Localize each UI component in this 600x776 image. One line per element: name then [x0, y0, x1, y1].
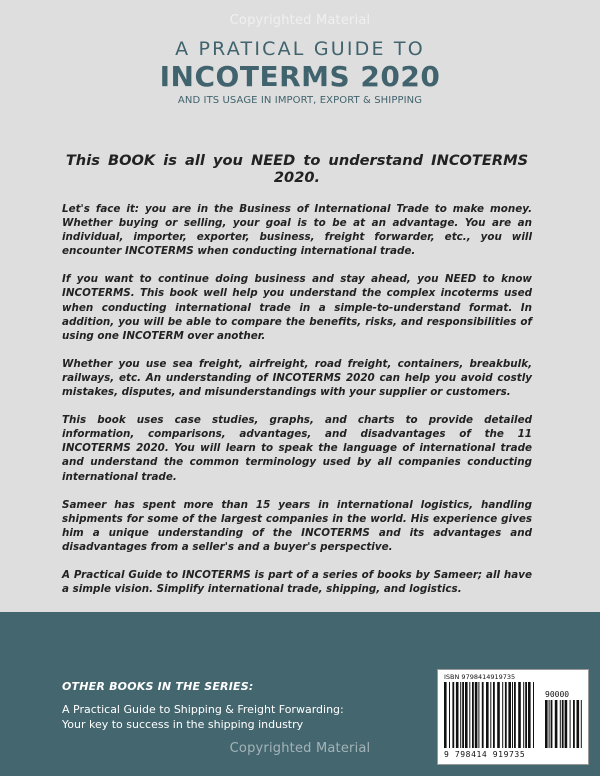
cover-header	[0, 38, 600, 108]
series-book-title: A Practical Guide to Shipping & Freight Forwarding:	[62, 703, 344, 716]
back-cover-blurb	[62, 152, 532, 610]
series-heading: OTHER BOOKS IN THE SERIES:	[62, 680, 254, 693]
blurb-paragraph-3: Whether you use sea freight, airfreight, road freight, containers, breakbulk, railways, etc. An understanding of INCOTERMS 2020 can help you avoid costly mistakes, disputes, and misunderstandings with your supplier or customers.	[62, 357, 532, 399]
blurb-paragraph-6: A Practical Guide to INCOTERMS is part of a series of books by Sameer; all have a simple vision. Simplify international trade, shipping, and logistics.	[62, 568, 532, 596]
series-book-item	[62, 702, 362, 732]
header-subtitle-top: A PRATICAL GUIDE TO	[175, 38, 425, 60]
book-title: INCOTERMS 2020	[159, 60, 441, 93]
watermark-top: Copyrighted Material	[229, 13, 371, 28]
blurb-paragraph-5: Sameer has spent more than 15 years in international logistics, handling shipments for some of the largest companies in the world. His experience gives him a unique understanding of the INCOTERMS and its advantages and disadvantages from a seller's and a buyer's perspective.	[62, 498, 532, 553]
watermark-bottom: Copyrighted Material	[229, 741, 371, 756]
blurb-paragraph-2: If you want to continue doing business and stay ahead, you NEED to know INCOTERMS. This book well help you understand the complex incoterms used when conducting international trade in a simple-to-understand format. In addition, you will be able to compare the benefits, risks, and responsibilities of using one INCOTERM over another.	[62, 273, 532, 342]
barcode-price-code: 90000	[545, 690, 570, 699]
header-subtitle-bottom: AND ITS USAGE IN IMPORT, EXPORT & SHIPPING	[177, 95, 423, 106]
blurb-paragraph-4: This book uses case studies, graphs, and charts to provide detailed information, comparisons, advantages, and disadvantages of the 11 INCOTERMS 2020. You will learn to speak the language of international trade and understand the common terminology used by all companies conducting international trade.	[62, 414, 532, 483]
series-book-tagline: Your key to success in the shipping industry	[62, 718, 304, 731]
blurb-headline: This BOOK is all you NEED to understand INCOTERMS 2020.	[65, 152, 529, 186]
isbn-label: ISBN 9798414919735	[444, 673, 516, 681]
barcode-digits: 9 798414 919735	[444, 750, 526, 759]
blurb-paragraph-1: Let's face it: you are in the Business of International Trade to make money. Whether buying or selling, your goal is to be at an advantage. You are an individual, importer, exporter, business, freight forwarder, etc., you will encounter INCOTERMS when conducting international trade.	[62, 203, 532, 258]
